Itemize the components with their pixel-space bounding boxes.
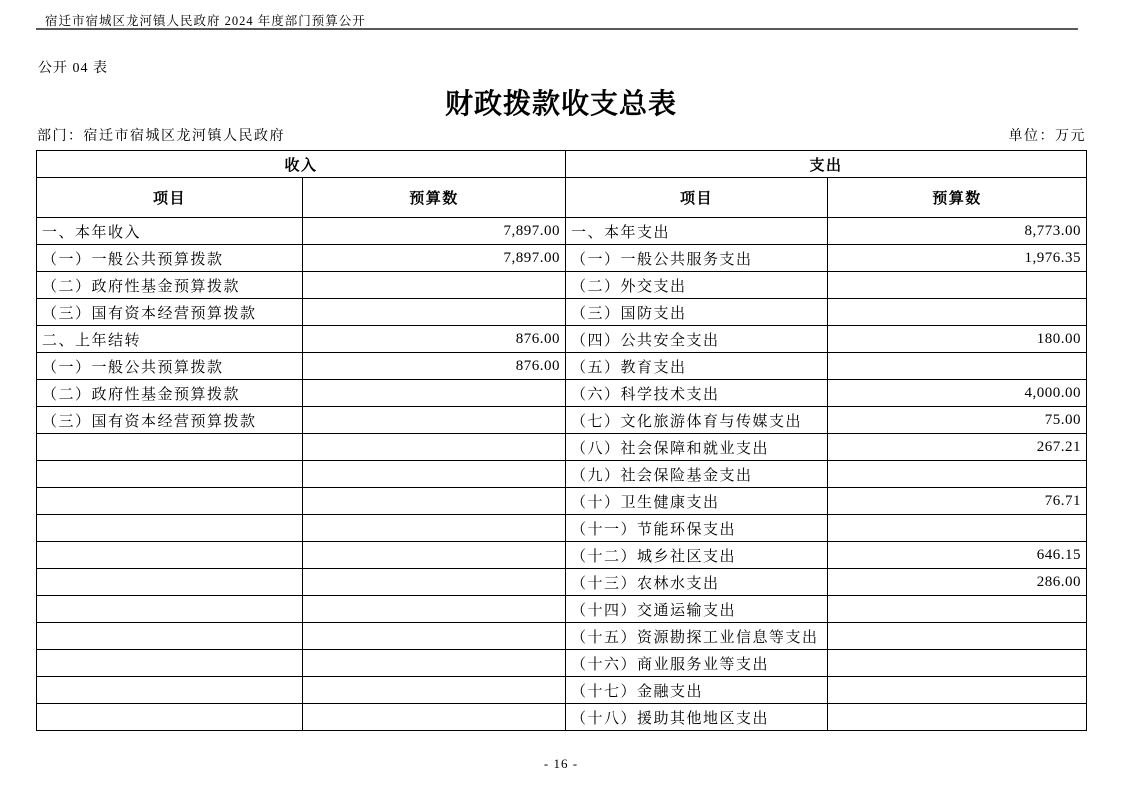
expense-item-cell: （十七）金融支出 — [566, 677, 828, 704]
expense-item-header: 项目 — [566, 178, 828, 218]
income-item-cell: 二、上年结转 — [37, 326, 303, 353]
expense-item-cell: （一）一般公共服务支出 — [566, 245, 828, 272]
table-number-label: 公开 04 表 — [38, 61, 108, 76]
table-row — [37, 515, 1087, 542]
expense-item-cell: （七）文化旅游体育与传媒支出 — [566, 407, 828, 434]
table-row — [37, 353, 1087, 380]
expense-item-cell: （十三）农林水支出 — [566, 569, 828, 596]
expense-section-header: 支出 — [566, 151, 1087, 178]
expense-value-cell: 75.00 — [828, 407, 1087, 434]
table-row — [37, 623, 1087, 650]
expense-value-cell — [828, 623, 1087, 650]
income-value-cell — [303, 272, 566, 299]
income-value-cell — [303, 380, 566, 407]
expense-item-cell: （十六）商业服务业等支出 — [566, 650, 828, 677]
income-item-cell — [37, 569, 303, 596]
table-row — [37, 461, 1087, 488]
running-header: 宿迁市宿城区龙河镇人民政府 2024 年度部门预算公开 — [45, 14, 366, 28]
expense-value-cell: 1,976.35 — [828, 245, 1087, 272]
unit-label: 单位：万元 — [1008, 129, 1086, 144]
income-item-cell — [37, 515, 303, 542]
expense-value-cell: 4,000.00 — [828, 380, 1087, 407]
income-value-cell: 876.00 — [303, 326, 566, 353]
income-item-cell — [37, 542, 303, 569]
table-row — [37, 299, 1087, 326]
budget-table — [36, 150, 1087, 731]
expense-value-cell: 286.00 — [828, 569, 1087, 596]
income-value-cell: 7,897.00 — [303, 245, 566, 272]
table-row — [37, 272, 1087, 299]
table-row — [37, 569, 1087, 596]
expense-value-cell: 76.71 — [828, 488, 1087, 515]
income-item-cell — [37, 677, 303, 704]
income-item-cell — [37, 434, 303, 461]
income-item-cell — [37, 488, 303, 515]
table-row — [37, 704, 1087, 731]
income-item-header: 项目 — [37, 178, 303, 218]
department-label: 部门：宿迁市宿城区龙河镇人民政府 — [37, 129, 285, 144]
expense-item-cell: （十五）资源勘探工业信息等支出 — [566, 623, 828, 650]
expense-item-cell: （八）社会保障和就业支出 — [566, 434, 828, 461]
income-item-cell: （一）一般公共预算拨款 — [37, 353, 303, 380]
income-item-cell: （二）政府性基金预算拨款 — [37, 272, 303, 299]
table-row — [37, 650, 1087, 677]
expense-item-cell: （十八）援助其他地区支出 — [566, 704, 828, 731]
income-value-cell: 7,897.00 — [303, 218, 566, 245]
page-title: 财政拨款收支总表 — [444, 89, 677, 120]
income-item-cell: （二）政府性基金预算拨款 — [37, 380, 303, 407]
table-row — [37, 596, 1087, 623]
income-value-cell — [303, 434, 566, 461]
expense-value-cell — [828, 596, 1087, 623]
expense-item-cell: 一、本年支出 — [566, 218, 828, 245]
expense-item-cell: （九）社会保险基金支出 — [566, 461, 828, 488]
expense-value-cell — [828, 353, 1087, 380]
expense-value-cell — [828, 677, 1087, 704]
income-value-cell — [303, 596, 566, 623]
expense-item-cell: （十四）交通运输支出 — [566, 596, 828, 623]
income-item-cell: （一）一般公共预算拨款 — [37, 245, 303, 272]
table-row — [37, 677, 1087, 704]
income-value-cell — [303, 677, 566, 704]
income-item-cell — [37, 650, 303, 677]
table-row — [37, 245, 1087, 272]
income-value-cell — [303, 488, 566, 515]
table-row — [37, 488, 1087, 515]
expense-item-cell: （十一）节能环保支出 — [566, 515, 828, 542]
income-item-cell — [37, 704, 303, 731]
expense-value-cell — [828, 272, 1087, 299]
income-item-cell — [37, 623, 303, 650]
expense-value-cell — [828, 299, 1087, 326]
expense-item-cell: （六）科学技术支出 — [566, 380, 828, 407]
expense-item-cell: （十）卫生健康支出 — [566, 488, 828, 515]
expense-value-cell: 180.00 — [828, 326, 1087, 353]
income-value-cell — [303, 299, 566, 326]
income-value-cell — [303, 542, 566, 569]
meta-row — [37, 125, 1086, 145]
table-row — [37, 407, 1087, 434]
income-item-cell: （三）国有资本经营预算拨款 — [37, 299, 303, 326]
table-row — [37, 326, 1087, 353]
expense-item-cell: （二）外交支出 — [566, 272, 828, 299]
column-header-row — [37, 178, 1087, 218]
income-section-header: 收入 — [37, 151, 566, 178]
income-item-cell — [37, 461, 303, 488]
table-row — [37, 380, 1087, 407]
budget-table-body — [37, 218, 1087, 731]
expense-item-cell: （十二）城乡社区支出 — [566, 542, 828, 569]
income-item-cell — [37, 596, 303, 623]
expense-budget-header: 预算数 — [828, 178, 1087, 218]
income-value-cell — [303, 515, 566, 542]
income-value-cell — [303, 461, 566, 488]
table-row — [37, 434, 1087, 461]
income-value-cell — [303, 569, 566, 596]
income-value-cell — [303, 650, 566, 677]
header-rule — [36, 28, 1078, 30]
expense-item-cell: （五）教育支出 — [566, 353, 828, 380]
table-row — [37, 542, 1087, 569]
expense-item-cell: （三）国防支出 — [566, 299, 828, 326]
expense-value-cell — [828, 461, 1087, 488]
income-item-cell: 一、本年收入 — [37, 218, 303, 245]
expense-value-cell: 646.15 — [828, 542, 1087, 569]
income-item-cell: （三）国有资本经营预算拨款 — [37, 407, 303, 434]
expense-value-cell — [828, 650, 1087, 677]
income-value-cell — [303, 623, 566, 650]
section-header-row — [37, 151, 1087, 178]
income-value-cell — [303, 704, 566, 731]
expense-item-cell: （四）公共安全支出 — [566, 326, 828, 353]
expense-value-cell: 8,773.00 — [828, 218, 1087, 245]
table-row — [37, 218, 1087, 245]
income-budget-header: 预算数 — [303, 178, 566, 218]
income-value-cell: 876.00 — [303, 353, 566, 380]
page-number: - 16 - — [543, 756, 579, 771]
expense-value-cell — [828, 704, 1087, 731]
expense-value-cell: 267.21 — [828, 434, 1087, 461]
income-value-cell — [303, 407, 566, 434]
expense-value-cell — [828, 515, 1087, 542]
